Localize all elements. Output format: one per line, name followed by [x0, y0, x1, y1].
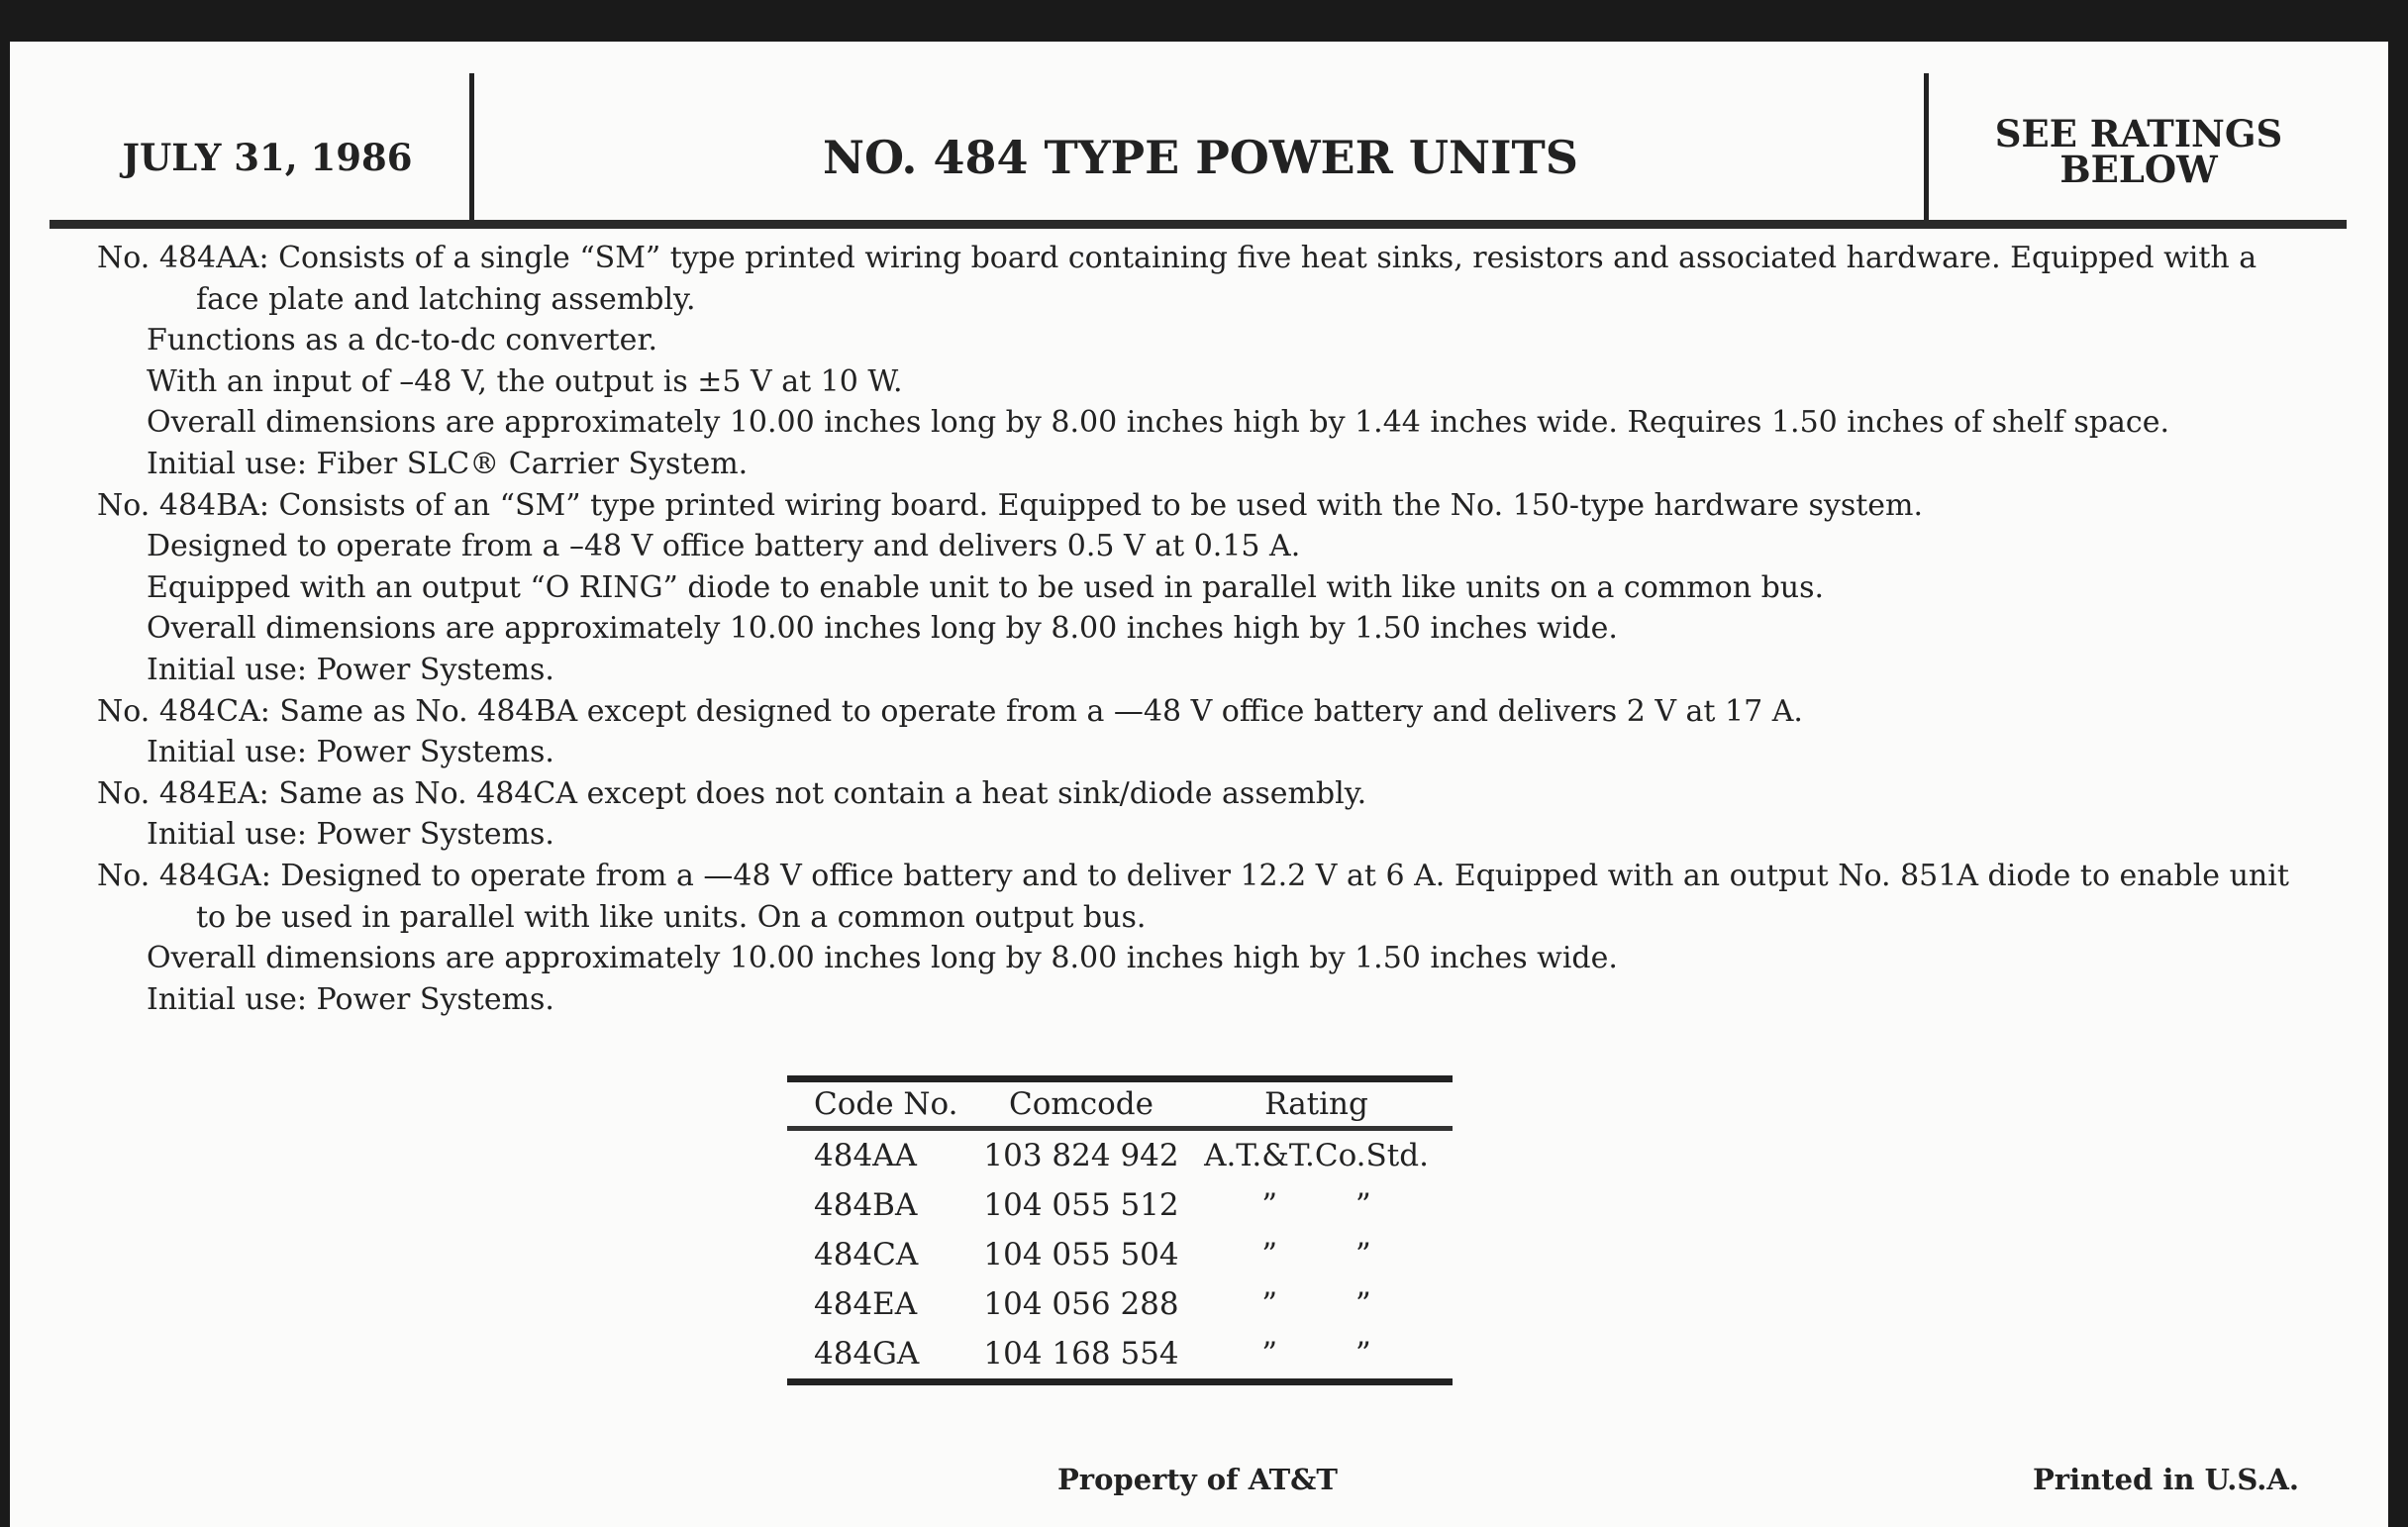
unit-description: No. 484EA: Same as No. 484CA except does not contain a heat sink/diode assembly.: [97, 775, 1367, 811]
document-date: JULY 31, 1986: [122, 136, 413, 179]
printed-notice: Printed in U.S.A.: [2033, 1463, 2299, 1496]
comcode-cell: 103 824 942: [983, 1138, 1179, 1173]
comcode-cell: 104 055 504: [983, 1237, 1179, 1272]
comcode-cell: 104 055 512: [983, 1187, 1179, 1223]
header-divider: [469, 73, 474, 222]
code-cell: 484AA: [814, 1138, 917, 1173]
comcode-cell: 104 056 288: [983, 1286, 1179, 1322]
ratings-line-2: BELOW: [2059, 148, 2218, 191]
table-row: [787, 1279, 1453, 1329]
unit-detail: Overall dimensions are approximately 10.00 inches long by 8.00 inches high by 1.50 inches wide.: [147, 611, 1618, 647]
ratings-table: [787, 1075, 1453, 1385]
unit-description: No. 484BA: Consists of an “SM” type printed wiring board. Equipped to be used with the No. 150-type hardware system.: [97, 487, 1924, 523]
table-row: [787, 1180, 1453, 1230]
code-cell: 484BA: [814, 1187, 918, 1223]
unit-description: No. 484CA: Same as No. 484BA except designed to operate from a —48 V office battery and delivers 2 V at 17 A.: [97, 693, 1803, 729]
comcode-cell: 104 168 554: [983, 1336, 1179, 1372]
unit-detail: Overall dimensions are approximately 10.00 inches long by 8.00 inches high by 1.50 inches wide.: [147, 941, 1618, 976]
rating-cell: ” ”: [1261, 1187, 1371, 1223]
unit-detail: Designed to operate from a –48 V office battery and delivers 0.5 V at 0.15 A.: [147, 529, 1301, 564]
unit-detail: Initial use: Fiber SLC® Carrier System.: [147, 446, 749, 481]
rating-cell: ” ”: [1261, 1336, 1371, 1372]
rating-cell: A.T.&T.Co.Std.: [1204, 1138, 1429, 1173]
column-header-comcode: Comcode: [1009, 1086, 1154, 1122]
unit-detail: Initial use: Power Systems.: [147, 817, 554, 853]
unit-detail: Initial use: Power Systems.: [147, 981, 554, 1017]
table-row: [787, 1129, 1453, 1181]
code-cell: 484GA: [814, 1336, 920, 1372]
table-row: [787, 1329, 1453, 1382]
unit-detail: Functions as a dc-to-dc converter.: [147, 323, 658, 358]
rating-cell: ” ”: [1261, 1286, 1371, 1322]
page-title: NO. 484 TYPE POWER UNITS: [823, 131, 1578, 184]
unit-detail: Equipped with an output “O RING” diode to enable unit to be used in parallel with like units on a common bus.: [147, 569, 1825, 605]
unit-description: No. 484AA: Consists of a single “SM” type printed wiring board containing five heat sinks, resistors and associated hardware. Equipped with a face plate and latching assembly.: [97, 241, 2258, 317]
unit-detail: With an input of –48 V, the output is ±5 V at 10 W.: [147, 363, 903, 399]
property-notice: Property of AT&T: [1057, 1463, 1338, 1496]
ratings-line-1: SEE RATINGS: [1994, 112, 2283, 155]
unit-description: No. 484GA: Designed to operate from a —48 V office battery and to deliver 12.2 V at 6 A. Equipped with an output No. 851A diode to enable unit to be used in parallel with like units. On a common output bus.: [97, 858, 2289, 935]
document-page: [10, 42, 2388, 1527]
table-header-row: [787, 1079, 1453, 1129]
header-divider: [1924, 73, 1929, 222]
unit-detail: Overall dimensions are approximately 10.00 inches long by 8.00 inches high by 1.44 inches wide. Requires 1.50 inches of shelf space.: [147, 405, 2169, 441]
unit-detail: Initial use: Power Systems.: [147, 652, 554, 687]
code-cell: 484EA: [814, 1286, 918, 1322]
ratings-note: [1931, 112, 2347, 191]
unit-detail: Initial use: Power Systems.: [147, 735, 554, 770]
code-cell: 484CA: [814, 1237, 919, 1272]
column-header-code: Code No.: [814, 1086, 958, 1122]
rating-cell: ” ”: [1261, 1237, 1371, 1272]
header-rule: [50, 220, 2347, 229]
table-row: [787, 1230, 1453, 1279]
column-header-rating: Rating: [1264, 1086, 1368, 1122]
document-body: [97, 238, 2325, 1020]
